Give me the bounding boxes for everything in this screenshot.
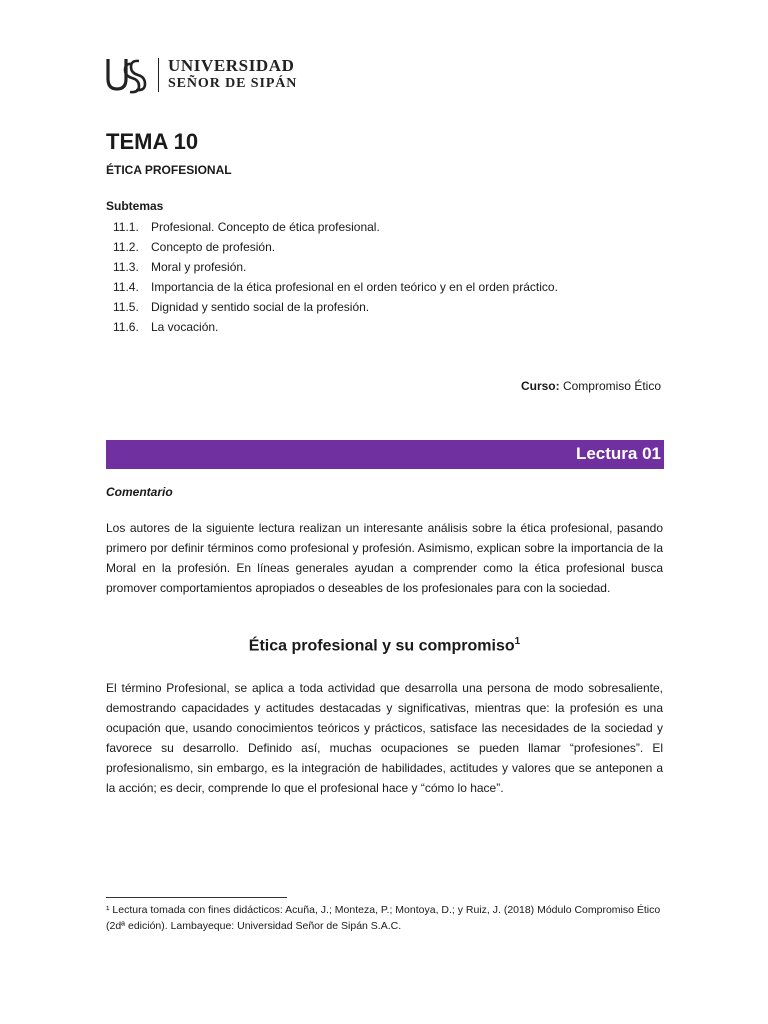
- uss-logo-mark-icon: [106, 55, 150, 95]
- comentario-heading: Comentario: [106, 485, 173, 499]
- subtema-item: [113, 239, 558, 259]
- logo-wordmark: [168, 57, 297, 93]
- lectura-label: Lectura 01: [575, 444, 661, 463]
- article-body-paragraph: El término Profesional, se aplica a toda actividad que desarrolla una persona de modo sobresaliente, demostrando capacidades y actitudes destacadas y significativas, mientras que: la profesión es una ocupación que, usando conocimientos teóricos y prácticos, satisface las necesidades de la sociedad y favorece su desarrollo. Definido así, muchas ocupaciones se pueden llamar “profesiones”. El profesionalismo, sin embargo, es la integración de habilidades, actitudes y valores que se anteponen a la acción; es decir, comprende lo que el profesional hace y “cómo lo hace”.: [106, 681, 663, 795]
- comentario-paragraph: Los autores de la siguiente lectura realizan un interesante análisis sobre la ética profesional, pasando primero por definir términos como profesional y profesión. Asimismo, explican sobre la importancia de la Moral en la profesión. En líneas generales ayudan a comprender como la ética profesional busca promover comportamientos apropiados o deseables de los profesionales para con la sociedad.: [106, 521, 663, 595]
- subtema-item: [113, 259, 558, 279]
- article-title-text: Ética profesional y su compromiso: [248, 637, 515, 655]
- logo-line-1: UNIVERSIDAD: [168, 56, 295, 75]
- subtema-item: [113, 319, 558, 339]
- course-label: Curso:: [520, 379, 560, 393]
- footnote-separator: [106, 897, 287, 898]
- subtema-text: La vocación.: [151, 320, 219, 334]
- subtema-text: Dignidad y sentido social de la profesión.: [151, 300, 370, 314]
- subtema-text: Importancia de la ética profesional en el orden teórico y en el orden práctico.: [151, 280, 558, 294]
- university-logo: [106, 55, 297, 95]
- subtema-item: [113, 279, 558, 299]
- logo-divider: [158, 58, 159, 92]
- course-name: Compromiso Ético: [562, 379, 661, 393]
- subtema-number: 11.1.: [113, 220, 139, 234]
- subtemas-label: Subtemas: [106, 199, 164, 213]
- subtemas-list: [113, 219, 558, 339]
- lectura-banner: [106, 440, 664, 469]
- subtema-number: 11.4.: [113, 280, 139, 294]
- logo-line-2: SEÑOR DE SIPÁN: [168, 76, 298, 91]
- footnote-reference[interactable]: 1: [514, 636, 521, 647]
- tema-subtitle: ÉTICA PROFESIONAL: [106, 163, 232, 177]
- article-title: [106, 636, 663, 655]
- subtema-number: 11.3.: [113, 260, 139, 274]
- subtema-text: Moral y profesión.: [151, 260, 247, 274]
- subtema-item: [113, 299, 558, 319]
- tema-title: TEMA 10: [106, 129, 199, 154]
- subtema-text: Concepto de profesión.: [151, 240, 276, 254]
- subtema-number: 11.5.: [113, 300, 139, 314]
- footnote: ¹ Lectura tomada con fines didácticos: Acuña, J.; Monteza, P.; Montoya, D.; y Ruiz, J. (2018) Módulo Compromiso Ético (2dª edición). Lambayeque: Universidad Señor de Sipán S.A.C.: [106, 904, 661, 932]
- subtema-number: 11.6.: [113, 320, 139, 334]
- subtema-number: 11.2.: [113, 240, 139, 254]
- subtema-item: [113, 219, 558, 239]
- subtema-text: Profesional. Concepto de ética profesional.: [151, 220, 380, 234]
- course-line: [521, 379, 661, 393]
